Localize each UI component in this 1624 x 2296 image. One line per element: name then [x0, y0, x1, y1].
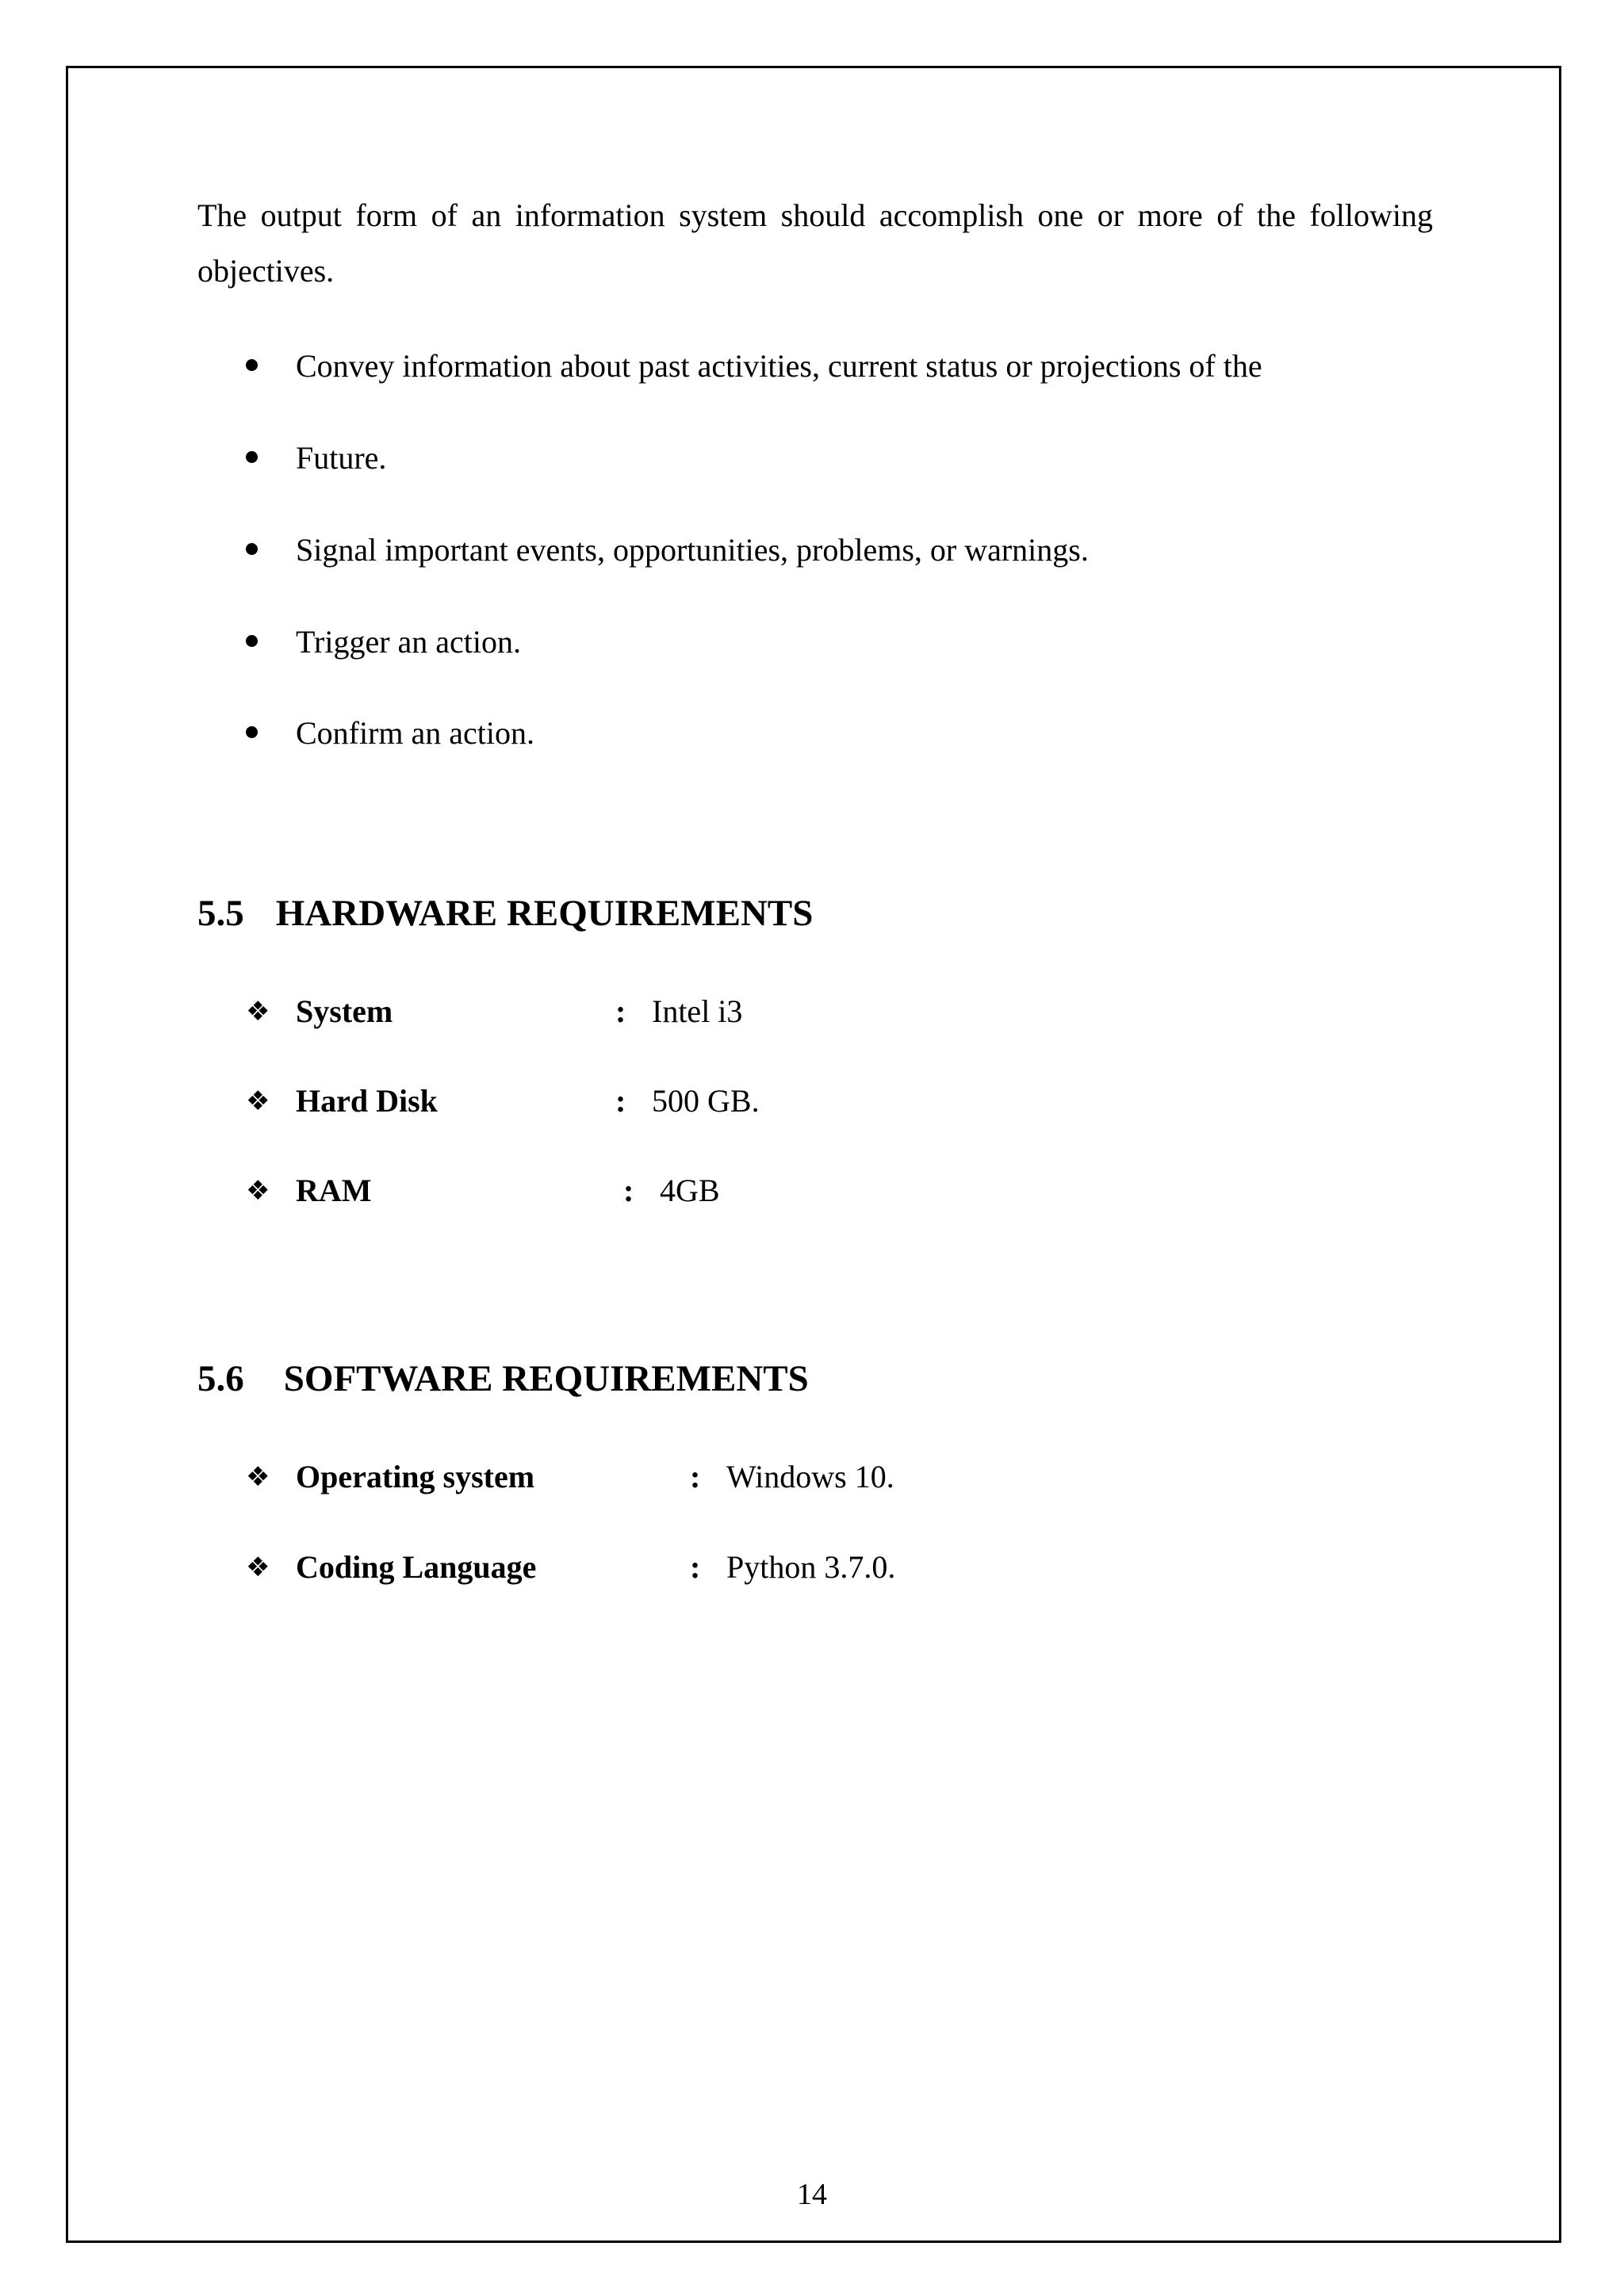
list-item-text: Convey information about past activities, current status or projections of the	[296, 348, 1262, 384]
diamond-bullet-icon: ❖	[246, 996, 270, 1027]
requirement-label: Coding Language	[296, 1549, 537, 1585]
list-item-text: Confirm an action.	[296, 715, 535, 751]
bullet-dot-icon	[246, 359, 258, 371]
list-item-text: Trigger an action.	[296, 624, 522, 660]
software-row-operating-system	[246, 1457, 1197, 1497]
requirement-separator: :	[615, 993, 626, 1029]
requirement-separator: :	[690, 1459, 701, 1494]
requirement-separator: :	[623, 1173, 634, 1208]
bullet-dot-icon	[246, 543, 258, 555]
requirement-value: Intel i3	[652, 993, 743, 1029]
requirement-value: 4GB	[660, 1173, 720, 1208]
hardware-row-system	[246, 992, 1197, 1031]
diamond-bullet-icon: ❖	[246, 1461, 270, 1493]
requirement-separator: :	[615, 1083, 626, 1119]
list-item-text: Future.	[296, 440, 387, 476]
page-number: 14	[797, 2178, 827, 2211]
page-border	[66, 66, 1561, 2243]
requirement-value: Windows 10.	[726, 1459, 894, 1494]
diamond-bullet-icon: ❖	[246, 1552, 270, 1583]
section-number: 5.5	[197, 893, 244, 934]
software-heading	[197, 1357, 809, 1401]
section-title: SOFTWARE REQUIREMENTS	[283, 1358, 809, 1399]
bullet-dot-icon	[246, 635, 258, 647]
software-row-coding-language	[246, 1548, 1197, 1587]
section-title: HARDWARE REQUIREMENTS	[275, 893, 814, 934]
list-item-text: Signal important events, opportunities, problems, or warnings.	[296, 532, 1089, 568]
requirement-label: Operating system	[296, 1459, 535, 1494]
hardware-heading	[197, 891, 813, 936]
intro-paragraph: The output form of an information system should accomplish one or more of the following objectives.	[197, 197, 1433, 289]
requirement-value: Python 3.7.0.	[726, 1549, 896, 1585]
requirement-label: Hard Disk	[296, 1083, 438, 1119]
requirement-value: 500 GB.	[652, 1083, 760, 1119]
bullet-dot-icon	[246, 726, 258, 738]
requirement-label: System	[296, 993, 393, 1029]
section-number: 5.6	[197, 1358, 244, 1399]
bullet-dot-icon	[246, 451, 258, 463]
hardware-row-ram	[246, 1171, 1197, 1211]
requirement-label: RAM	[296, 1173, 372, 1208]
diamond-bullet-icon: ❖	[246, 1085, 270, 1117]
hardware-row-hard-disk	[246, 1081, 1197, 1121]
diamond-bullet-icon: ❖	[246, 1175, 270, 1207]
requirement-separator: :	[690, 1549, 701, 1585]
